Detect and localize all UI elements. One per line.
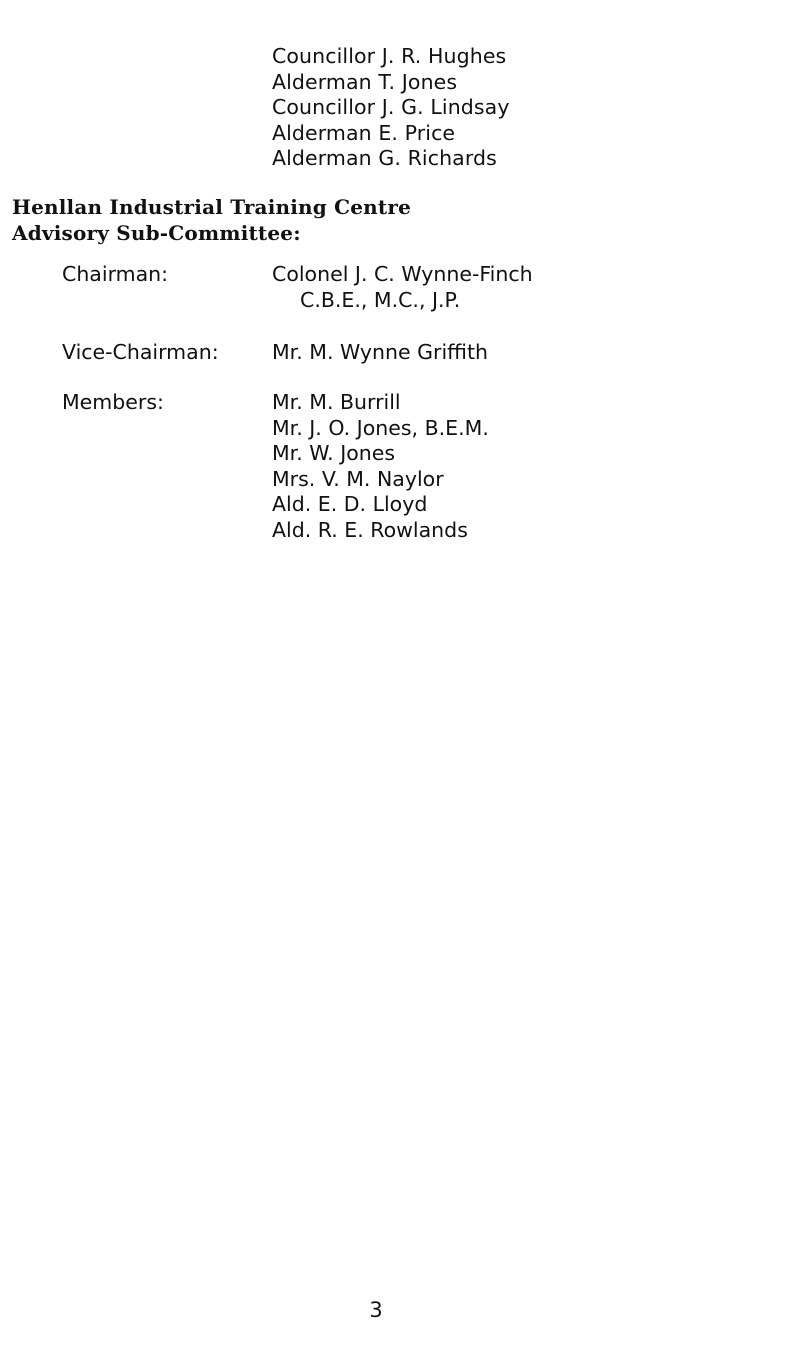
- list-item: Ald. R. E. Rowlands: [272, 517, 468, 542]
- members-label: Members:: [62, 390, 164, 414]
- section-heading-line-1: Henllan Industrial Training Centre: [12, 195, 412, 219]
- list-item: Alderman T. Jones: [272, 69, 458, 94]
- list-item: Alderman E. Price: [272, 120, 456, 145]
- list-item: Mrs. V. M. Naylor: [272, 466, 444, 491]
- list-item: Ald. E. D. Lloyd: [272, 492, 428, 517]
- section-heading-line-2: Advisory Sub-Committee:: [12, 220, 301, 245]
- chairman-name: Colonel J. C. Wynne-Finch: [272, 262, 533, 286]
- list-item: Alderman G. Richards: [272, 146, 497, 171]
- list-item: Councillor J. R. Hughes: [272, 44, 507, 68]
- page-number: 3: [369, 1298, 383, 1322]
- list-item: Mr. J. O. Jones, B.E.M.: [272, 415, 489, 440]
- vice-chairman-label: Vice-Chairman:: [62, 340, 219, 364]
- chairman-label: Chairman:: [62, 262, 169, 286]
- section-heading: [12, 195, 411, 246]
- list-item: Mr. W. Jones: [272, 441, 396, 466]
- chairman-honours: C.B.E., M.C., J.P.: [300, 288, 461, 312]
- list-item: Councillor J. G. Lindsay: [272, 95, 510, 120]
- members-list: [272, 390, 489, 544]
- committee-members-list-continued: [272, 44, 510, 172]
- vice-chairman-name: Mr. M. Wynne Griffith: [272, 340, 489, 364]
- list-item: Mr. M. Burrill: [272, 390, 401, 414]
